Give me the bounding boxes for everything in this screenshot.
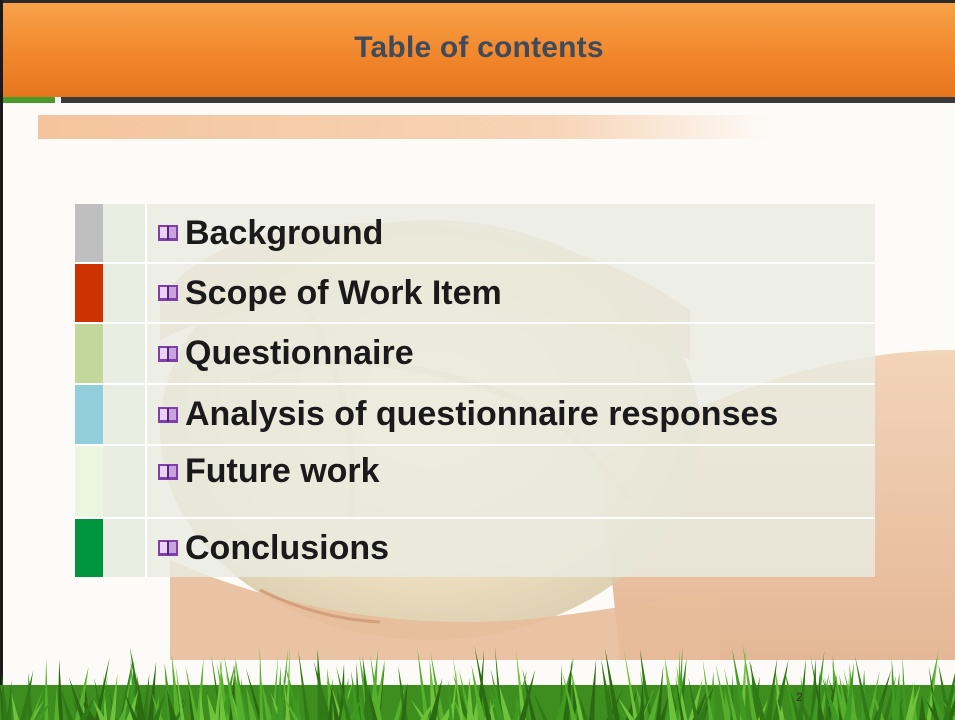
toc-row-conclusions (75, 519, 875, 577)
slide-left-border (0, 0, 3, 720)
toc-cell (147, 385, 875, 444)
toc-row-scope (75, 264, 875, 324)
toc-color-swatch (75, 324, 103, 383)
toc-item-label[interactable]: Future work (185, 452, 380, 490)
toc-row-background (75, 204, 875, 264)
toc-spacer (103, 446, 147, 517)
toc-spacer (103, 204, 147, 262)
title-underline (55, 97, 955, 103)
title-underline-accent (3, 97, 55, 103)
toc-cell (147, 204, 875, 262)
toc-table (75, 204, 875, 577)
toc-row-questionnaire (75, 324, 875, 385)
toc-item-label[interactable]: Conclusions (185, 528, 390, 567)
toc-cell (147, 519, 875, 577)
toc-row-future-work (75, 446, 875, 519)
book-icon (157, 538, 179, 558)
toc-cell (147, 264, 875, 322)
toc-spacer (103, 264, 147, 322)
toc-color-swatch (75, 264, 103, 322)
toc-item-label[interactable]: Questionnaire (185, 334, 414, 372)
toc-color-swatch (75, 446, 103, 517)
toc-color-swatch (75, 385, 103, 444)
toc-spacer (103, 519, 147, 577)
slide-title: Table of contents (354, 30, 604, 64)
toc-color-swatch (75, 204, 103, 262)
book-icon (157, 462, 179, 482)
page-number: 2 (796, 690, 803, 704)
book-icon (157, 283, 179, 303)
toc-color-swatch (75, 519, 103, 577)
toc-item-label[interactable]: Background (185, 213, 384, 252)
toc-item-label[interactable]: Scope of Work Item (185, 273, 502, 312)
accent-strip (38, 115, 773, 139)
toc-cell (147, 446, 875, 517)
title-underline-gap (55, 97, 61, 103)
toc-spacer (103, 385, 147, 444)
book-icon (157, 223, 179, 243)
book-icon (157, 405, 179, 425)
title-bar (3, 3, 955, 100)
grass-border-image (0, 645, 955, 720)
toc-item-label[interactable]: Analysis of questionnaire responses (185, 395, 779, 433)
toc-cell (147, 324, 875, 383)
book-icon (157, 344, 179, 364)
toc-spacer (103, 324, 147, 383)
toc-row-analysis (75, 385, 875, 446)
